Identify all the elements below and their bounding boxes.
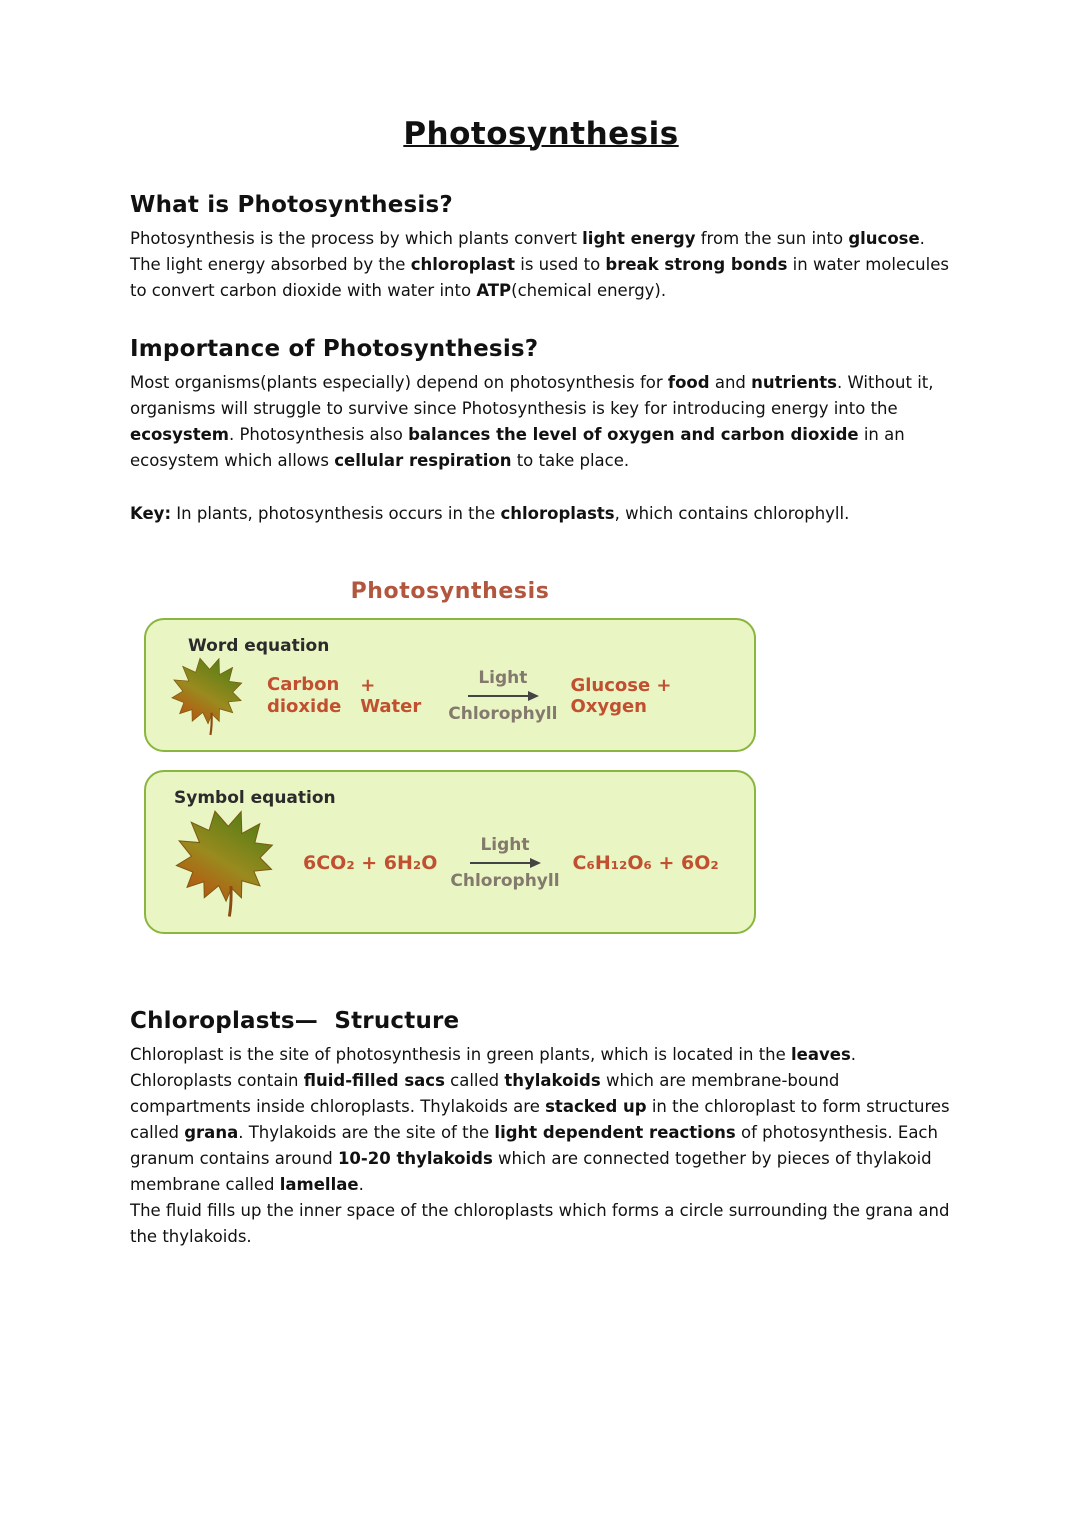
symbol-equation-box xyxy=(144,770,756,934)
section-heading: What is Photosynthesis? xyxy=(130,192,453,218)
paragraph-chloroplasts-1: Chloroplast is the site of photosynthesis in green plants, which is located in the leaves. Chloroplasts contain fluid-filled sacs called thylakoids which are membrane-bound compartments inside chloroplasts. Thylakoids are stacked up in the chloroplast to form structures called grana. Thylakoids are the site of the light dependent reactions of photosynthesis. Each granum contains around 10-20 thylakoids which are connected together by pieces of thylakoid membrane called lamellae. xyxy=(130,1045,950,1194)
diagram-title: Photosynthesis xyxy=(350,579,550,604)
maple-leaf-icon xyxy=(152,796,300,930)
section-importance xyxy=(130,336,952,527)
symbol-reactants: 6CO₂ + 6H₂O xyxy=(303,852,438,874)
word-products: Glucose + Oxygen xyxy=(570,675,672,717)
condition-light: Light xyxy=(480,835,530,855)
section-heading: Chloroplasts— Structure xyxy=(130,1008,460,1034)
word-equation-box xyxy=(144,618,756,752)
key-note: Key: In plants, photosynthesis occurs in the chloroplasts, which contains chlorophyll. xyxy=(130,504,850,523)
symbol-products: C₆H₁₂O₆ + 6O₂ xyxy=(572,852,719,874)
word-reactant-carbon-dioxide: Carbon dioxide xyxy=(267,673,342,717)
paragraph-chloroplasts-2: The fluid fills up the inner space of the chloroplasts which forms a circle surrounding the grana and the thylakoids. xyxy=(130,1201,950,1246)
photosynthesis-equations-diagram xyxy=(144,579,756,934)
section-heading: Importance of Photosynthesis? xyxy=(130,336,539,362)
condition-chlorophyll: Chlorophyll xyxy=(448,704,558,724)
maple-leaf-icon xyxy=(155,647,262,744)
section-chloroplasts-structure xyxy=(130,1008,952,1250)
word-reactant-water: + Water xyxy=(360,675,422,717)
symbol-equation-heading: Symbol equation xyxy=(174,788,336,808)
page-title: Photosynthesis xyxy=(403,116,679,152)
right-arrow-icon xyxy=(468,857,542,869)
symbol-equation-row xyxy=(162,808,738,918)
condition-chlorophyll: Chlorophyll xyxy=(450,871,560,891)
paragraph-importance: Most organisms(plants especially) depend on photosynthesis for food and nutrients. Without it, organisms will struggle to survive since Photosynthesis is key for introducing energy into the ecosystem. Photosynthesis also balances the level of oxygen and carbon dioxide in an ecosystem which allows cellular respiration to take place. xyxy=(130,373,934,470)
section-what-is-photosynthesis xyxy=(130,192,952,304)
word-equation-row xyxy=(162,656,738,736)
condition-light: Light xyxy=(478,668,528,688)
right-arrow-icon xyxy=(466,690,540,702)
reaction-arrow-group xyxy=(448,668,557,724)
word-equation-heading: Word equation xyxy=(188,636,330,656)
paragraph-what: Photosynthesis is the process by which plants convert light energy from the sun into glucose. The light energy absorbed by the chloroplast is used to break strong bonds in water molecules to convert carbon dioxide with water into ATP(chemical energy). xyxy=(130,229,949,300)
reaction-arrow-group xyxy=(450,835,559,891)
